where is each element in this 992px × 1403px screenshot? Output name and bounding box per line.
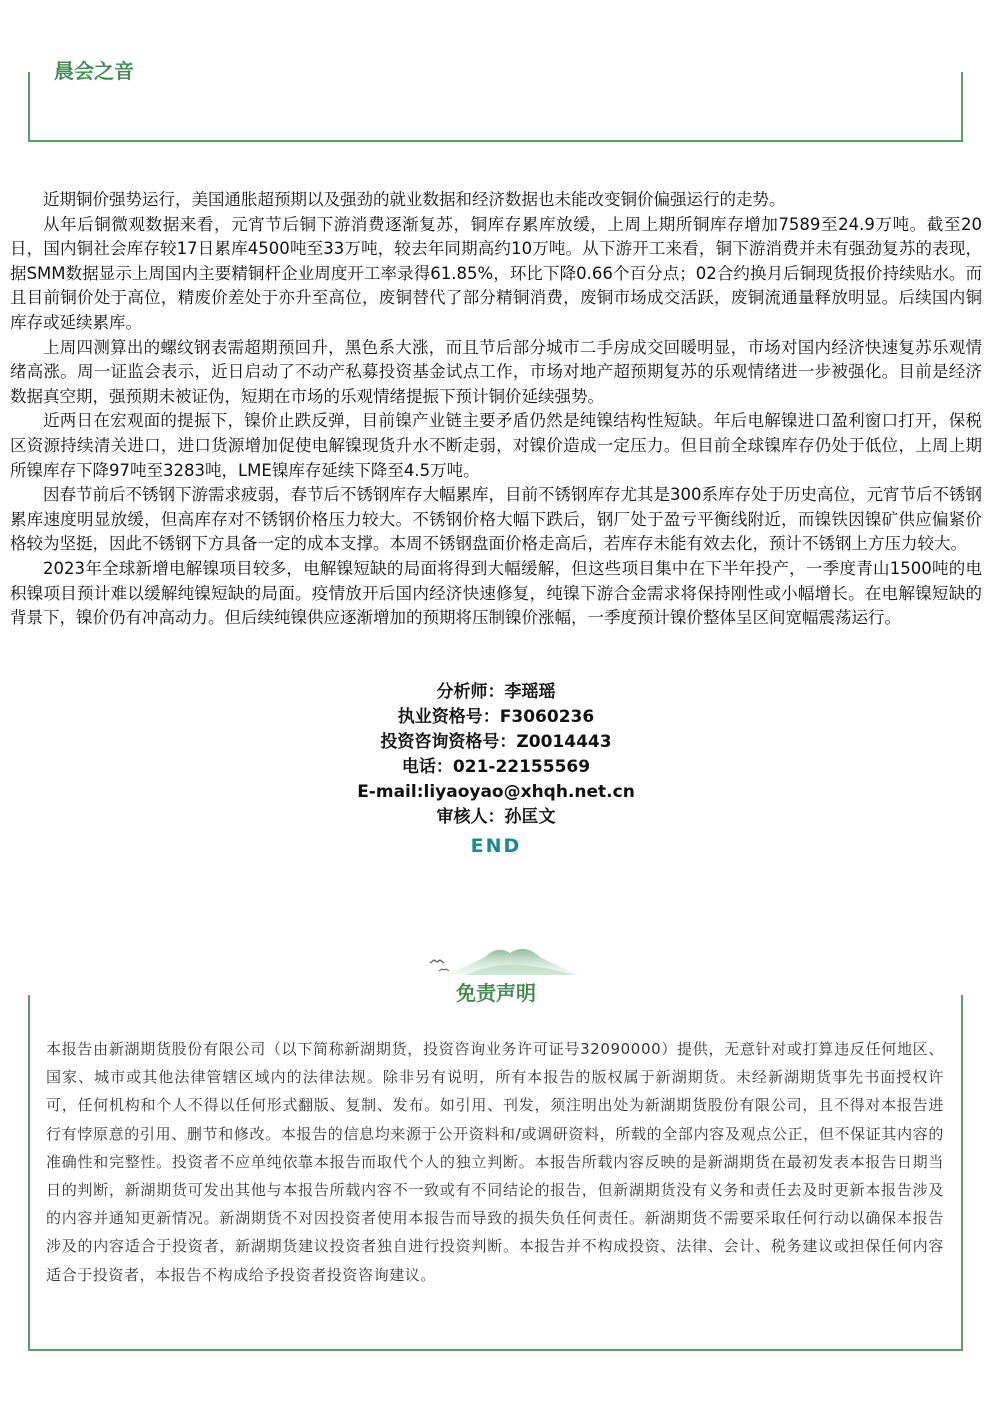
end-mark: END bbox=[470, 835, 522, 857]
header-frame bbox=[28, 72, 963, 142]
analyst-signature bbox=[0, 680, 992, 830]
phone-number: 电话：021-22155569 bbox=[401, 757, 591, 777]
paragraph: 近期铜价强势运行，美国通胀超预期以及强劲的就业数据和经济数据也未能改变铜价偏强运行的走势。 bbox=[43, 190, 786, 209]
license-number: 执业资格号：F3060236 bbox=[397, 707, 595, 727]
disclaimer-title: 免责声明 bbox=[456, 981, 536, 1005]
article-body bbox=[10, 188, 982, 631]
paragraph: 近两日在宏观面的提振下，镍价止跌反弹，目前镍产业链主要矛盾仍然是纯镍结构性短缺。年后电解镍进口盈利窗口打开，保税区资源持续清关进口，进口货源增加促使电解镍现货升水不断走弱，对镍价造成一定压力。但目前全球镍库存仍处于低位，上周上期所镍库存下降97吨至3283吨，LME镍库存延续下降至4.5万吨。 bbox=[10, 411, 982, 480]
analyst-name: 分析师：李瑶瑶 bbox=[436, 682, 556, 702]
section-title: 晨会之音 bbox=[50, 55, 138, 84]
consult-license-number: 投资咨询资格号：Z0014443 bbox=[380, 732, 612, 752]
paragraph: 2023年全球新增电解镍项目较多，电解镍短缺的局面将得到大幅缓解，但这些项目集中在下半年投产，一季度青山1500吨的电积镍项目预计难以缓解纯镍短缺的局面。疫情放开后国内经济快速修复，纯镍下游合金需求将保持刚性或小幅增长。在电解镍短缺的背景下，镍价仍有冲高动力。但后续纯镍供应逐渐增加的预期将压制镍价涨幅，一季度预计镍价整体呈区间宽幅震荡运行。 bbox=[10, 558, 982, 628]
paragraph: 从年后铜微观数据来看，元宵节后铜下游消费逐渐复苏，铜库存累库放缓，上周上期所铜库存增加7589至24.9万吨。截至20日，国内铜社会库存较17日累库4500吨至33万吨，较去年同期高约10万吨。从下游开工来看，铜下游消费并未有强劲复苏的表现，据SMM数据显示上周国内主要精铜杆企业周度开工率录得61.85%，环比下降0.66个百分点；02合约换月后铜现货报价持续贴水。而且目前铜价处于高位，精废价差处于亦升至高位，废铜替代了部分精铜消费，废铜市场成交活跃，废铜流通量释放明显。后续国内铜库存或延续累库。 bbox=[10, 214, 982, 332]
paragraph: 因春节前后不锈钢下游需求疲弱，春节后不锈钢库存大幅累库，目前不锈钢库存尤其是300系库存处于历史高位，元宵节后不锈钢累库速度明显放缓，但高库存对不锈钢价格压力较大。不锈钢价格大幅下跌后，钢厂处于盈亏平衡线附近，而镍铁因镍矿供应偏紧价格较为坚挺，因此不锈钢下方具备一定的成本支撑。本周不锈钢盘面价格走高后，若库存未能有效去化，预计不锈钢上方压力较大。 bbox=[10, 485, 982, 554]
email-address: E-mail:liyaoyao@xhqh.net.cn bbox=[357, 782, 635, 802]
mountain-landscape-icon bbox=[425, 935, 585, 980]
disclaimer-text: 本报告由新湖期货股份有限公司（以下简称新湖期货，投资咨询业务许可证号32090000）提供，无意针对或打算违反任何地区、国家、城市或其他法律管辖区域内的法律法规。除非另有说明，所有本报告的版权属于新湖期货。未经新湖期货事先书面授权许可，任何机构和个人不得以任何形式翻版、复制、发布。如引用、刊发，须注明出处为新湖期货股份有限公司，且不得对本报告进行有悖原意的引用、删节和修改。本报告的信息均来源于公开资料和/或调研资料，所载的全部内容及观点公正，但不保证其内容的准确性和完整性。投资者不应单纯依靠本报告而取代个人的独立判断。本报告所载内容反映的是新湖期货在最初发表本报告日期当日的判断，新湖期货可发出其他与本报告所载内容不一致或有不同结论的报告，但新湖期货没有义务和责任去及时更新本报告涉及的内容并通知更新情况。新湖期货不对因投资者使用本报告而导致的损失负任何责任。新湖期货不需要采取任何行动以确保本报告涉及的内容适合于投资者，新湖期货建议投资者独自进行投资判断。本报告并不构成投资、法律、会计、税务建议或担保任何内容适合于投资者，本报告不构成给予投资者投资咨询建议。 bbox=[46, 1040, 944, 1284]
reviewer-name: 审核人：孙匡文 bbox=[436, 807, 556, 827]
paragraph: 上周四测算出的螺纹钢表需超期预回升，黑色系大涨，而且节后部分城市二手房成交回暖明显，市场对国内经济快速复苏乐观情绪高涨。周一证监会表示，近日启动了不动产私募投资基金试点工作，市场对地产超预期复苏的乐观情绪进一步被强化。目前是经济数据真空期，强预期未被证伪，短期在市场的乐观情绪提振下预计铜价延续强势。 bbox=[10, 337, 982, 406]
